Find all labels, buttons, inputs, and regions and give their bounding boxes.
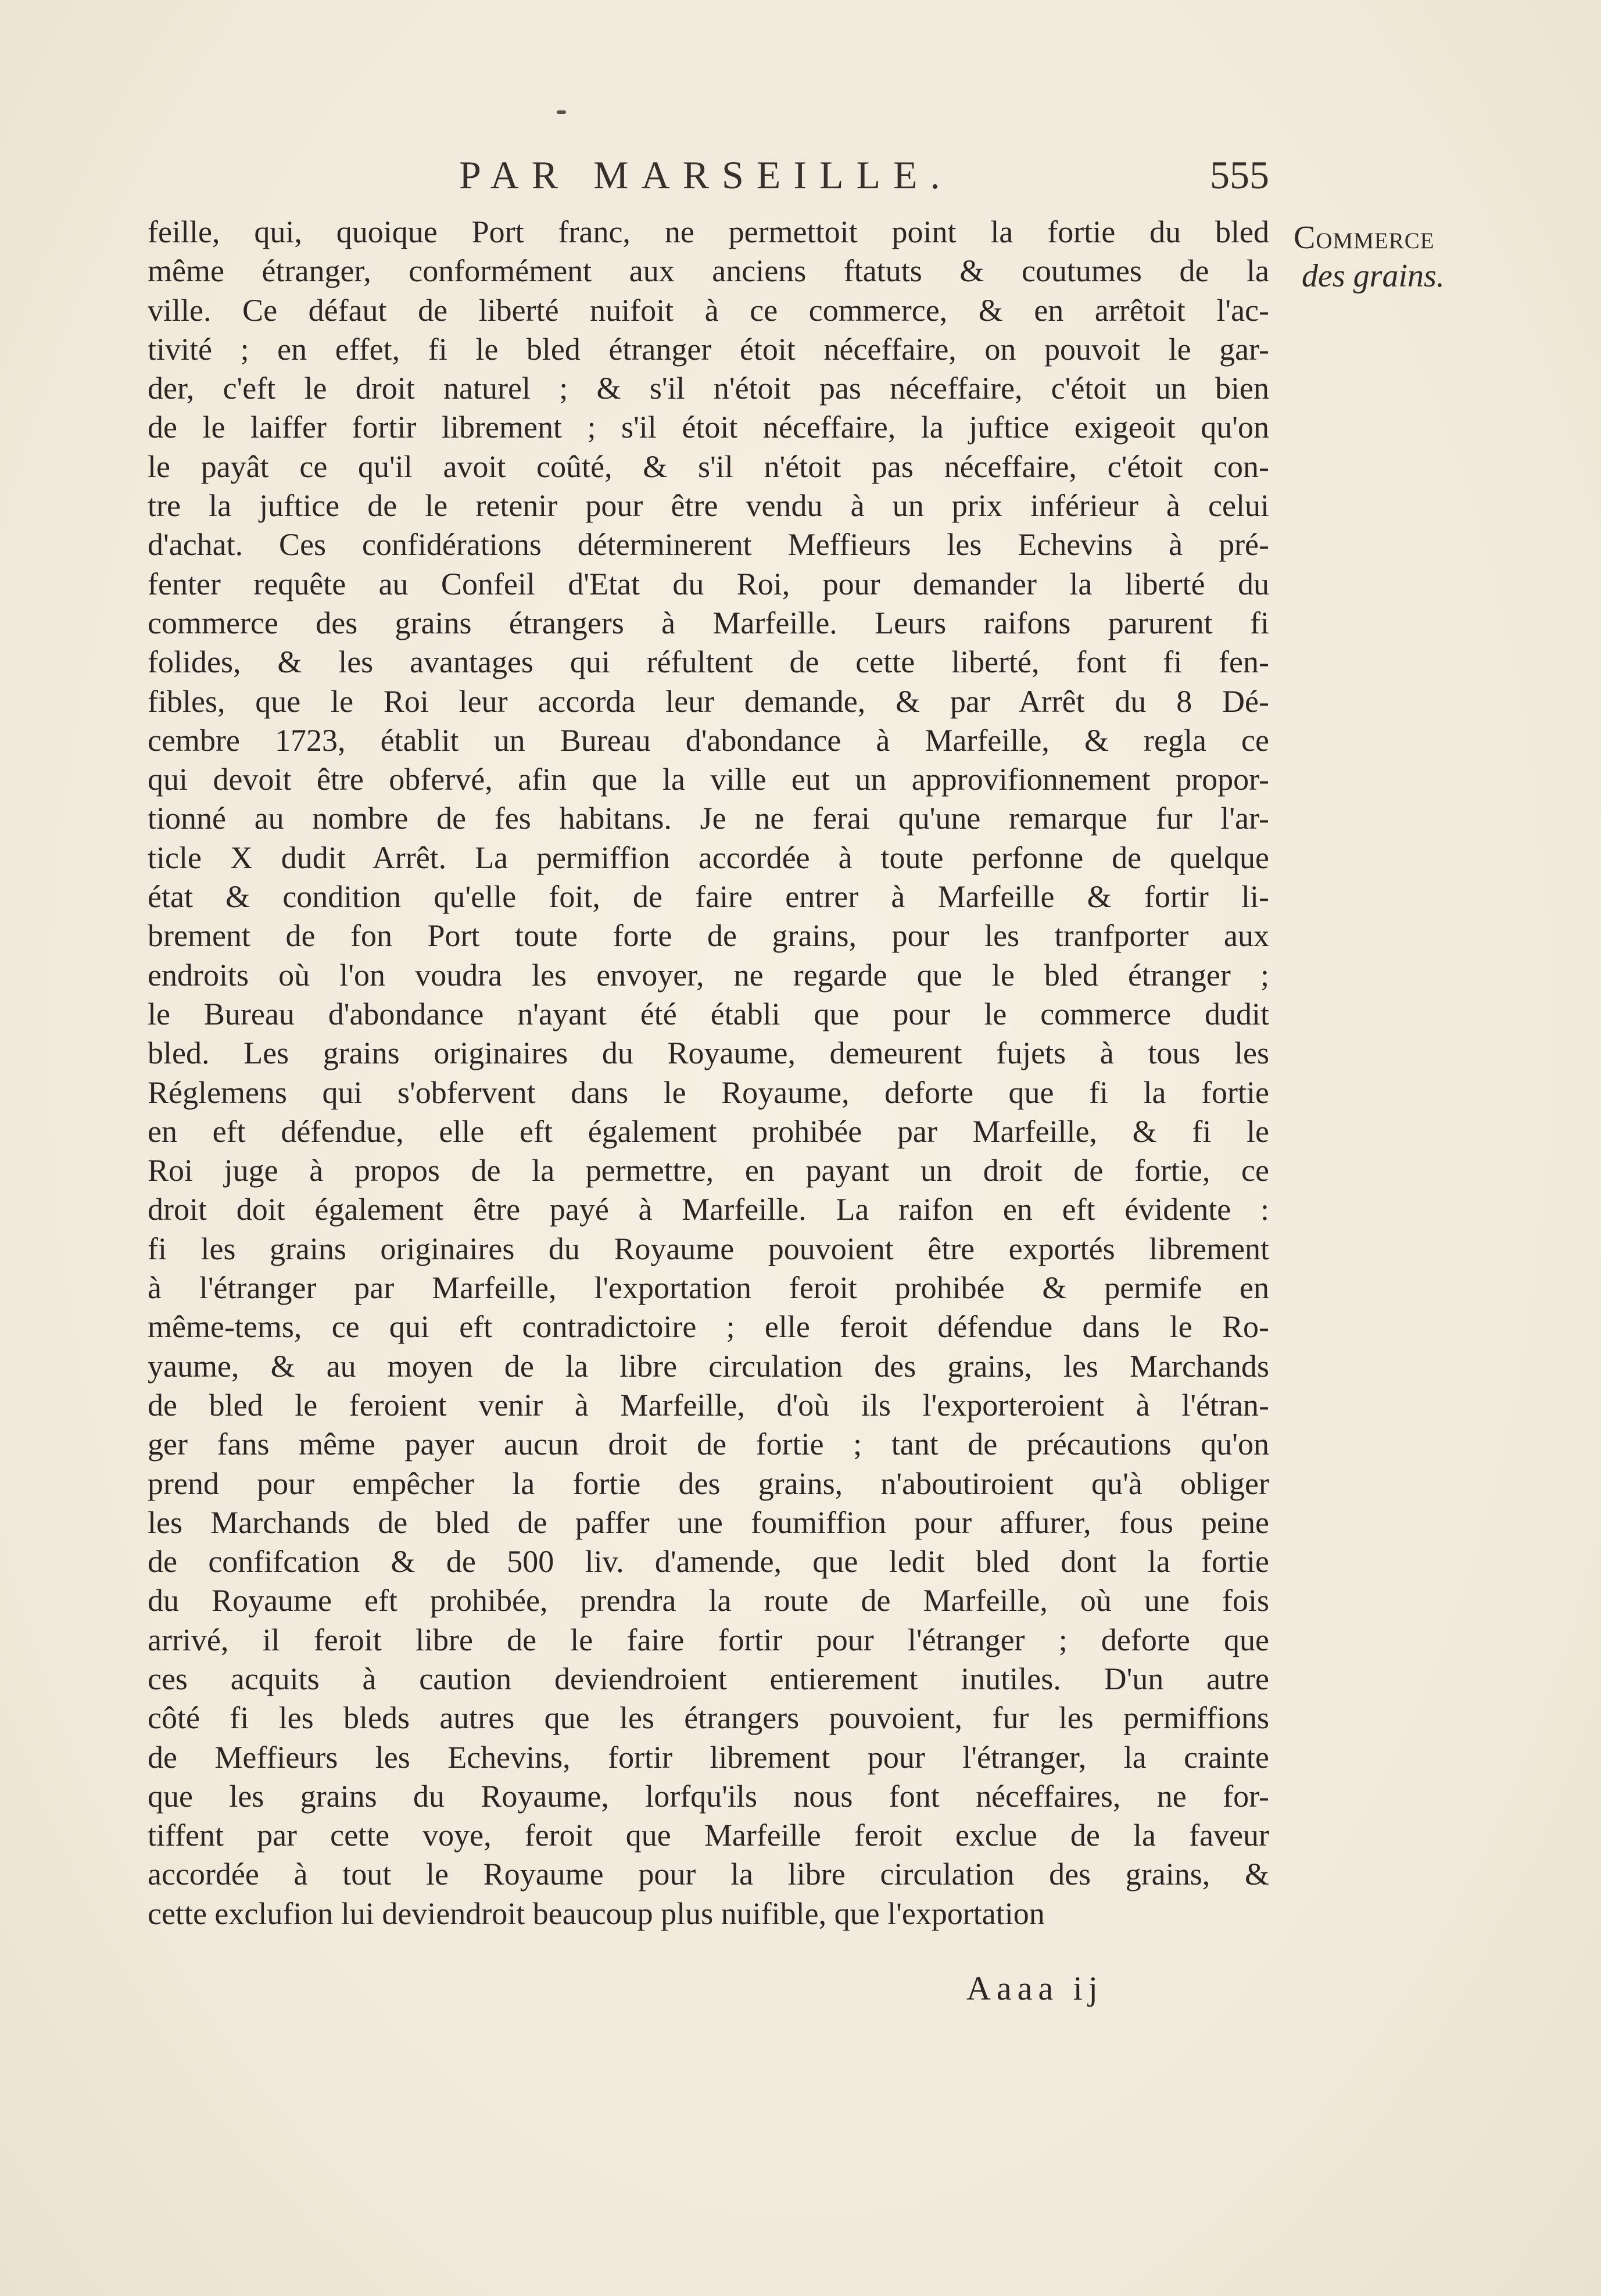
- text-line: cette exclufion lui deviendroit beaucoup plus nuifible, que l'exportation: [148, 1896, 1045, 1931]
- ink-mark: [557, 110, 566, 114]
- marginal-note-line-2: des grains.: [1302, 258, 1445, 294]
- text-line: même étranger, conformément aux anciens ftatuts & coutumes de la: [148, 253, 1269, 289]
- text-line: tre la juftice de le retenir pour être vendu à un prix inférieur à celui: [148, 488, 1269, 524]
- signature-mark: Aaaa ij: [966, 1969, 1104, 2007]
- text-line: du Royaume eft prohibée, prendra la route de Marfeille, où une fois: [148, 1583, 1269, 1618]
- text-line: de Meffieurs les Echevins, fortir librement pour l'étranger, la crainte: [148, 1739, 1269, 1775]
- text-line: feille, qui, quoique Port franc, ne permettoit point la fortie du bled: [148, 214, 1269, 249]
- page-number: 555: [1210, 153, 1269, 197]
- text-line: de confifcation & de 500 liv. d'amende, que ledit bled dont la fortie: [148, 1544, 1269, 1579]
- text-line: arrivé, il feroit libre de le faire fortir pour l'étranger ; deforte que: [148, 1622, 1269, 1657]
- text-line: ces acquits à caution deviendroient entierement inutiles. D'un autre: [148, 1661, 1269, 1696]
- text-line: d'achat. Ces confidérations déterminerent Meffieurs les Echevins à pré-: [148, 527, 1269, 563]
- text-line: prend pour empêcher la fortie des grains, n'aboutiroient qu'à obliger: [148, 1466, 1269, 1501]
- text-line: état & condition qu'elle foit, de faire entrer à Marfeille & fortir li-: [148, 879, 1269, 915]
- text-line: ger fans même payer aucun droit de fortie ; tant de précautions qu'on: [148, 1427, 1269, 1462]
- text-line: tivité ; en effet, fi le bled étranger étoit néceffaire, on pouvoit le gar-: [148, 331, 1269, 367]
- text-line: Roi juge à propos de la permettre, en payant un droit de fortie, ce: [148, 1153, 1269, 1188]
- text-line: bled. Les grains originaires du Royaume, demeurent fujets à tous les: [148, 1036, 1269, 1071]
- text-line: commerce des grains étrangers à Marfeille. Leurs raifons parurent fi: [148, 605, 1269, 640]
- marginal-note-line-1: Commerce: [1294, 220, 1435, 256]
- text-line: en eft défendue, elle eft également prohibée par Marfeille, & fi le: [148, 1113, 1269, 1149]
- text-line: les Marchands de bled de paffer une foumiffion pour affurer, fous peine: [148, 1505, 1269, 1540]
- text-line: tiffent par cette voye, feroit que Marfeille feroit exclue de la faveur: [148, 1818, 1269, 1853]
- text-line: ticle X dudit Arrêt. La permiffion accordée à toute perfonne de quelque: [148, 840, 1269, 875]
- text-line: brement de fon Port toute forte de grains, pour les tranfporter aux: [148, 918, 1269, 954]
- text-line: même-tems, ce qui eft contradictoire ; elle feroit défendue dans le Ro-: [148, 1309, 1269, 1345]
- text-line: fenter requête au Confeil d'Etat du Roi, pour demander la liberté du: [148, 566, 1269, 601]
- text-line: de le laiffer fortir librement ; s'il étoit néceffaire, la juftice exigeoit qu'on: [148, 410, 1269, 445]
- text-line: der, c'eft le droit naturel ; & s'il n'étoit pas néceffaire, c'étoit un bien: [148, 371, 1269, 406]
- text-line: le Bureau d'abondance n'ayant été établi que pour le commerce dudit: [148, 996, 1269, 1031]
- text-line: le payât ce qu'il avoit coûté, & s'il n'étoit pas néceffaire, c'étoit con-: [148, 449, 1269, 484]
- text-line: accordée à tout le Royaume pour la libre circulation des grains, &: [148, 1857, 1269, 1892]
- text-line: que les grains du Royaume, lorfqu'ils nous font néceffaires, ne for-: [148, 1778, 1269, 1814]
- text-line: qui devoit être obfervé, afin que la ville eut un approvifionnement propor-: [148, 762, 1269, 797]
- text-line: fi les grains originaires du Royaume pouvoient être exportés librement: [148, 1231, 1269, 1266]
- text-line: fibles, que le Roi leur accorda leur demande, & par Arrêt du 8 Dé-: [148, 683, 1269, 719]
- text-line: droit doit également être payé à Marfeille. La raifon en eft évidente :: [148, 1192, 1269, 1227]
- text-line: de bled le feroient venir à Marfeille, d'où ils l'exporteroient à l'étran-: [148, 1387, 1269, 1423]
- text-line: cembre 1723, établit un Bureau d'abondance à Marfeille, & regla ce: [148, 722, 1269, 758]
- text-line: tionné au nombre de fes habitans. Je ne ferai qu'une remarque fur l'ar-: [148, 801, 1269, 836]
- text-line: à l'étranger par Marfeille, l'exportation feroit prohibée & permife en: [148, 1270, 1269, 1306]
- marginal-note: [1294, 219, 1596, 295]
- text-line: folides, & les avantages qui réfultent de cette liberté, font fi fen-: [148, 644, 1269, 680]
- text-line: yaume, & au moyen de la libre circulation des grains, les Marchands: [148, 1348, 1269, 1384]
- body-text: [148, 213, 1269, 1933]
- text-line: endroits où l'on voudra les envoyer, ne regarde que le bled étranger ;: [148, 957, 1269, 993]
- text-line: ville. Ce défaut de liberté nuifoit à ce commerce, & en arrêtoit l'ac-: [148, 292, 1269, 328]
- running-head: PAR MARSEILLE.: [459, 153, 953, 197]
- text-line: Réglemens qui s'obfervent dans le Royaume, deforte que fi la fortie: [148, 1074, 1269, 1110]
- text-line: côté fi les bleds autres que les étrangers pouvoient, fur les permiffions: [148, 1700, 1269, 1736]
